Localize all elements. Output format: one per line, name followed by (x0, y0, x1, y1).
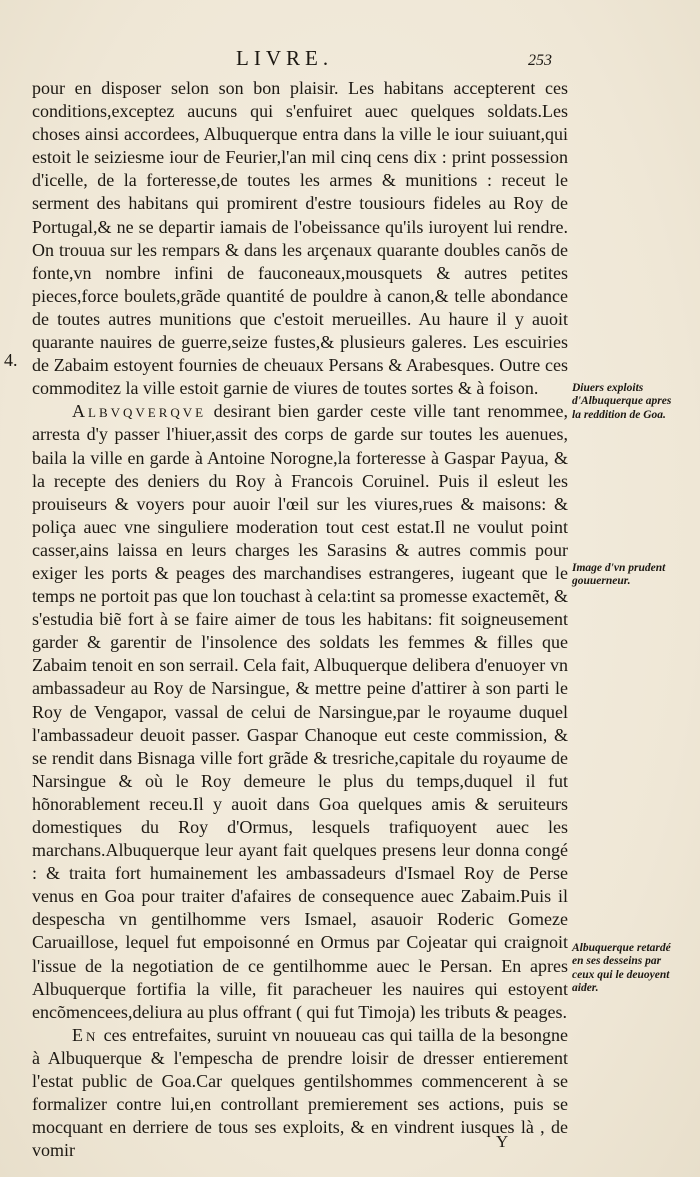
paragraph-3-lead: En (72, 1024, 99, 1045)
paragraph-3-text: ces entrefaites, suruint vn nouueau cas qui tailla de la besongne à Albuquerque & l'empescha de prendre loisir de dresser entierement l'estat public de Goa.Car quelques gentilshommes commencerent à se formalizer contre lui,en controllant premierement ses actions, puis se mocquant en derriere de tous ses exploits, & en vindrent iusques là , de vomir (32, 1024, 568, 1161)
running-head: LIVRE. (236, 46, 334, 70)
margin-note-2: Image d'vn prudent gouuerneur. (572, 562, 666, 588)
paragraph-2 (32, 400, 568, 1024)
margin-note-1: Diuers exploits d'Albuquerque apres la reddition de Goa. (572, 382, 672, 421)
paragraph-3 (32, 1024, 568, 1163)
margin-note-3: Albuquerque retardé en ses desseins par ceux qui le deuoyent aider. (572, 942, 671, 995)
paragraph-1 (32, 77, 568, 400)
signature-mark: Y (496, 1132, 509, 1151)
paragraph-2-text: desirant bien garder ceste ville tant renommee, arresta d'y passer l'hiuer,assit des corps de garde sur toutes les auenues, baila la ville en garde à Antoine Norogne,la forteresse à Gaspar Payua, & la recepte des deniers du Roy à Francois Coruinel. Puis il esleut les prouiseurs & voyers pour auoir l'œil sur les viures,rues & maisons: & poliça auec vne singuliere moderation tout cest estat.Il ne voulut point casser,ains laissa en leurs charges les Sarasins & autres commis pour exiger les ports & peages des marchandises estrangeres, iugeant que le temps ne portoit pas que lon touchast à cela:tint sa promesse exactemẽt, & s'estudia biẽ fort à se faire aimer de tous les habitans: fit soigneusement garder & garentir de l'insolence des soldats les femmes & filles que Zabaim tenoit en son serrail. Cela fait, Albuquerque delibera d'enuoyer vn ambassadeur au Roy de Narsingue, & mettre peine d'attirer à son parti le Roy de Vengapor, vassal de celui de Narsingue,par le royaume duquel l'ambassadeur deuoit passer. Gaspar Chanoque eut ceste commission, & se rendit dans Bisnaga ville fort grãde & tresriche,capitale du royaume de Narsingue & où le Roy demeure le plus du temps,duquel il fut hõnorablement receu.Il y auoit dans Goa quelques amis & seruiteurs domestiques du Roy d'Ormus, lesquels trafiquoyent auec les marchans.Albuquerque leur ayant fait quelques presens leur donna congé : & traita fort humainement les ambassadeurs d'Ismael Roy de Perse venus en Goa pour traiter d'afaires de consequence auec Zabaim.Puis il despescha vn gentilhomme vers Ismael, asauoir Roderic Gomeze Caruaillose, lequel fut empoisonné en Ormus par Cojeatar qui craignoit l'issue de la negotiation de ce gentilhomme auec le Persan. En apres Albuquerque fortifia la ville, fit paracheuer les nauires qui estoyent encõmencees,deliura au plus offrant ( qui fut Timoja) les tributs & peages. (32, 401, 568, 1022)
paragraph-2-lead: Albvqverqve (72, 401, 207, 422)
main-text-column (32, 77, 568, 1162)
page-number: 253 (528, 52, 552, 69)
paragraph-1-text: pour en disposer selon son bon plaisir. Les habitans accepterent ces conditions,exceptez aucuns qui s'enfuiret auec quelques soldats.Les choses ainsi accordees, Albuquerque entra dans la ville le iour suiuant,qui estoit le seiziesme iour de Feurier,l'an mil cinq cens dix : print possession d'icelle, de la forteresse,de toutes les armes & munitions : receut le serment des habitans qui promirent d'estre tousiours fideles au Roy de Portugal,& ne se departir iamais de l'obeissance qu'ils iuroyent lui rendre. On trouua sur les rempars & dans les arçenaux quarante doubles canõs de fonte,vn nombre infini de fauconeaux,mousquets & autres petites pieces,force boulets,grãde quantité de pouldre à canon,& telle abondance de toutes autres munitions que c'estoit merueilles. Au haure il y auoit quarante nauires de guerre,seize fustes,& plusieurs galeres. Les escuiries de Zabaim estoyent fournies de cheuaux Persans & Arabesques. Outre ces commoditez la ville estoit garnie de viures de toutes sortes & à foison. (32, 78, 568, 399)
paragraph-number: 4. (4, 350, 18, 370)
